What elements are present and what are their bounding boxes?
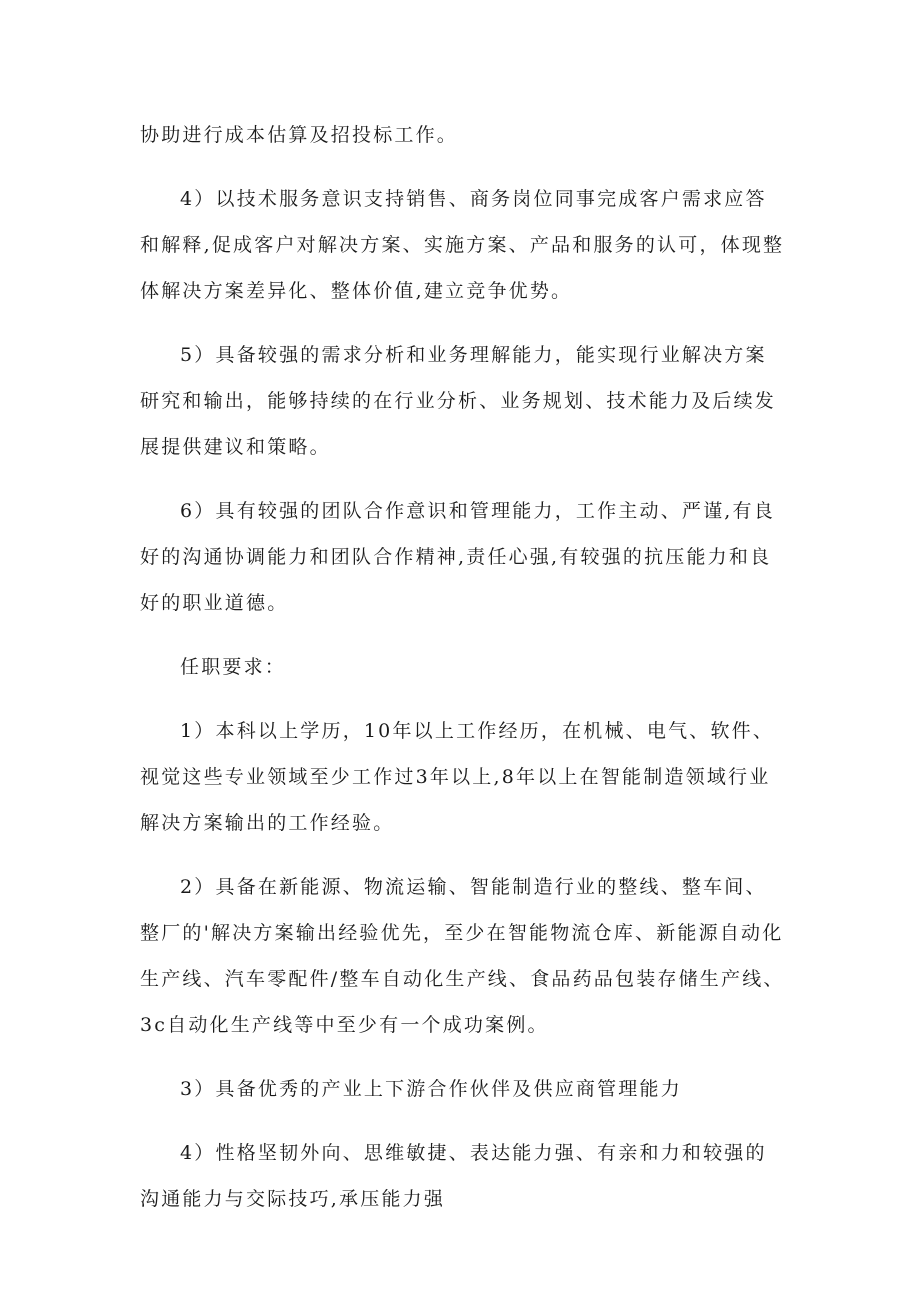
paragraph-item-5-analysis: 5）具备较强的需求分析和业务理解能力，能实现行业解决方案研究和输出，能够持续的在行业分析、业务规划、技术能力及后续发展提供建议和策略。 <box>140 344 777 458</box>
paragraph-continuation: 协助进行成本估算及招投标工作。 <box>140 124 459 146</box>
section-heading-requirements: 任职要求： <box>180 656 287 678</box>
document-body <box>140 112 785 1240</box>
requirement-item-3-partners: 3）具备优秀的产业上下游合作伙伴及供应商管理能力 <box>180 1078 682 1100</box>
requirement-item-2-experience: 2）具备在新能源、物流运输、智能制造行业的整线、整车间、整厂的'解决方案输出经验优先，至少在智能物流仓库、新能源自动化生产线、汽车零配件/整车自动化生产线、食品药品包装存储生产线、3c自动化生产线等中至少有一个成功案例。 <box>140 876 785 1036</box>
requirement-item-4-personality: 4）性格坚韧外向、思维敏捷、表达能力强、有亲和力和较强的沟通能力与交际技巧,承压能力强 <box>140 1142 767 1210</box>
requirement-item-1-education: 1）本科以上学历，10年以上工作经历，在机械、电气、软件、视觉这些专业领域至少工作过3年以上,8年以上在智能制造领域行业解决方案输出的工作经验。 <box>140 720 775 834</box>
paragraph-item-6-teamwork: 6）具有较强的团队合作意识和管理能力，工作主动、严谨,有良好的沟通协调能力和团队合作精神,责任心强,有较强的抗压能力和良好的职业道德。 <box>140 500 775 614</box>
paragraph-item-4-sales-support: 4）以技术服务意识支持销售、商务岗位同事完成客户需求应答和解释,促成客户对解决方案、实施方案、产品和服务的认可，体现整体解决方案差异化、整体价值,建立竞争优势。 <box>140 188 785 302</box>
